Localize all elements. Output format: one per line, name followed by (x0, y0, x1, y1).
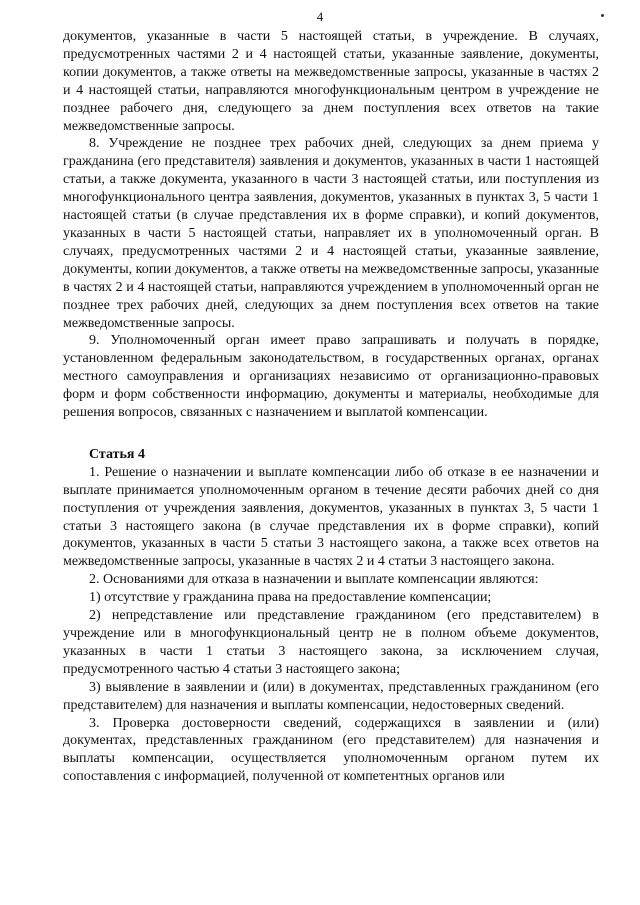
article-paragraph-2: 2. Основаниями для отказа в назначении и выплате компенсации являются: (89, 572, 539, 588)
paragraph-continuation: документов, указанные в части 5 настоящей статьи, в учреждение. В случаях, предусмотренных частями 2 и 4 настоящей статьи, указанные заявление, документы, копии документов, а также ответы на межведомственные запросы, указанные в частях 2 и 4 настоящей статьи, направляются многофункциональным центром в учреждение не позднее рабочего дня, следующего за днем поступления всех ответов на такие межведомственные запросы. (63, 29, 599, 134)
article-item-2: 2) непредставление или представление гражданином (его представителем) в учреждение или в многофункциональный центр не в полном объеме документов, указанных в части 1 статьи 3 настоящего закона, за исключением случая, предусмотренного частью 4 статьи 3 настоящего закона; (63, 608, 599, 677)
scan-speck (601, 14, 604, 17)
article-item-1: 1) отсутствие у гражданина права на предоставление компенсации; (89, 590, 492, 606)
article-paragraph-1: 1. Решение о назначении и выплате компенсации либо об отказе в ее назначении и выплате принимается уполномоченным органом в течение десяти рабочих дней со дня поступления от учреждения заявления, документов, указанных в пунктах 3, 5 части 1 статьи 3 настоящего закона (в случае представления их в форме справки), копий документов, указанных в части 5 статьи 3 настоящего закона, а также всех ответов на межведомственные запросы, указанные в частях 2 и 4 статьи 3 настоящего закона. (63, 464, 599, 570)
paragraph-8: 8. Учреждение не позднее трех рабочих дней, следующих за днем приема у гражданина (его представителя) заявления и документов, указанных в части 1 настоящей статьи, а также документа, указанного в части 3 настоящей статьи, или поступления из многофункционального центра заявления, документов, указанных в пунктах 3, 5 части 1 настоящей статьи (в случае представления их в форме справки), и копий документов, указанных в части 5 настоящей статьи, направляет их в уполномоченный орган. В случаях, предусмотренных частями 2 и 4 настоящей статьи, указанные заявление, документы, копии документов, а также ответы на межведомственные запросы, указанные в частях 2 и 4 настоящей статьи, направляются учреждением в уполномоченный орган не позднее трех рабочих дней, следующих за днем поступления всех ответов на такие межведомственные запросы. (63, 136, 599, 331)
article-item-3: 3) выявление в заявлении и (или) в документах, представленных гражданином (его представителем) для назначения и выплаты компенсации, недостоверных сведений. (63, 679, 599, 713)
article-heading: Статья 4 (89, 446, 145, 462)
article-paragraph-3: 3. Проверка достоверности сведений, содержащихся в заявлении и (или) документах, представленных гражданином (его представителем) для назначения и выплаты компенсации, осуществляется уполномоченным органом путем их сопоставления с информацией, полученной от компетентных органов или (63, 715, 599, 785)
paragraph-9: 9. Уполномоченный орган имеет право запрашивать и получать в порядке, установленном федеральным законодательством, в государственных органах, органах местного самоуправления и организациях независимо от организационно-правовых форм и форм собственности информацию, документы и материалы, необходимые для решения вопросов, связанных с назначением и выплатой компенсации. (63, 333, 599, 421)
document-body (63, 28, 599, 786)
page-number: 4 (316, 9, 324, 24)
